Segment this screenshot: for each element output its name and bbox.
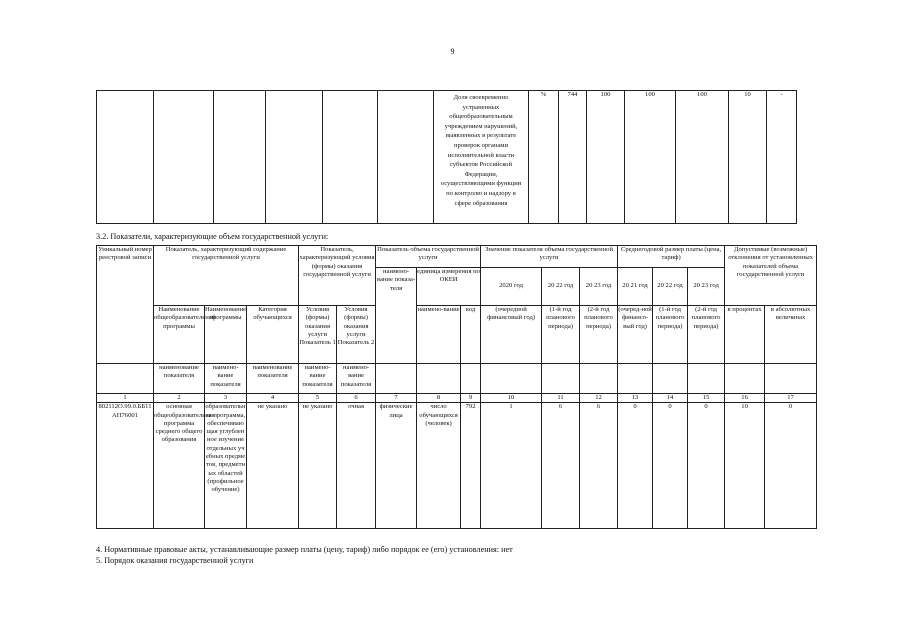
volume-table xyxy=(96,245,817,529)
header-year-2022: 20 22 год xyxy=(542,268,580,306)
row-code: 792 xyxy=(461,403,481,529)
header-program-name: Наименование общеобразовательной программы xyxy=(154,306,205,364)
sub-name-1: наименование показателя xyxy=(154,364,205,394)
header-fee-2022: 20 22 год xyxy=(653,268,688,306)
row-v13: 0 xyxy=(618,403,653,529)
col-number: 14 xyxy=(653,394,688,403)
footer-legal-acts: 4. Нормативные правовые акты, устанавливающие размер платы (цену, тариф) либо порядок ее (его) установления: нет xyxy=(96,545,513,554)
col-number: 6 xyxy=(337,394,376,403)
empty-cell xyxy=(688,364,725,394)
row-v17: 0 xyxy=(765,403,817,529)
col-number: 2 xyxy=(154,394,205,403)
row-program-name: основная общеобразовательная программа среднего общего образования xyxy=(154,403,205,529)
col-number: 15 xyxy=(688,394,725,403)
header-unit-name: наимено-вание xyxy=(417,306,461,364)
sub-name-2: наимено-вание показателя xyxy=(205,364,247,394)
row-indicator-name: физические лица xyxy=(376,403,417,529)
col-number: 3 xyxy=(205,394,247,403)
header-deviation-group: Допустимые (возможные) отклонения от установленных показателей объема государственной услуги xyxy=(725,246,817,306)
table-row xyxy=(97,403,817,529)
empty-cell xyxy=(481,364,542,394)
header-condition-1: Условия (формы) оказания услуги Показатель 1 xyxy=(299,306,337,364)
value-2022: 100 xyxy=(676,91,729,224)
header-program: Наименование программы xyxy=(205,306,247,364)
empty-cell xyxy=(97,364,154,394)
empty-cell xyxy=(154,91,214,224)
empty-cell xyxy=(461,364,481,394)
empty-cell xyxy=(542,364,580,394)
row-v10: 1 xyxy=(481,403,542,529)
header-unit-code: код xyxy=(461,306,481,364)
indicator-code: 744 xyxy=(559,91,587,224)
col-number: 12 xyxy=(580,394,618,403)
header-category: Категория обучающихся xyxy=(247,306,299,364)
row-program: образовательная программа, обеспечивающая углубленное изучение отдельных учебных предметов, предметных областей (профильное обучение) xyxy=(205,403,247,529)
header-fee-2023: 20 23 год xyxy=(688,268,725,306)
sub-name-5: наимено-вание показателя xyxy=(337,364,376,394)
sub-name-4: наимено-вание показателя xyxy=(299,364,337,394)
row-category: не указано xyxy=(247,403,299,529)
row-unit: число обучающихся (человек) xyxy=(417,403,461,529)
row-v12: 6 xyxy=(580,403,618,529)
col-number: 9 xyxy=(461,394,481,403)
header-next-fin: (очеред-ной финансо-вый год) xyxy=(618,306,653,364)
header-volume-group: Показатель объема государственной услуги xyxy=(376,246,481,268)
deviation-percent: 10 xyxy=(729,91,767,224)
empty-cell xyxy=(765,364,817,394)
empty-cell xyxy=(580,364,618,394)
row-v16: 10 xyxy=(725,403,765,529)
row-unique-number: 802112О.99.0.ББ11АП76001 xyxy=(97,403,154,529)
empty-cell xyxy=(376,364,417,394)
section-heading: 3.2. Показатели, характеризующие объем государственной услуги: xyxy=(96,232,329,241)
col-number: 13 xyxy=(618,394,653,403)
header-indicator-name: наимено-вание показа-теля xyxy=(376,268,417,364)
header-conditions-group: Показатель, характеризующий условия (формы) оказания государственной услуги xyxy=(299,246,376,306)
header-fee-2021: 20 21 год xyxy=(618,268,653,306)
empty-cell xyxy=(266,91,323,224)
header-year-2020: 2020 год xyxy=(481,268,542,306)
indicator-unit: % xyxy=(529,91,559,224)
col-number: 11 xyxy=(542,394,580,403)
empty-cell xyxy=(417,364,461,394)
col-number: 5 xyxy=(299,394,337,403)
row-condition-2: очная xyxy=(337,403,376,529)
page-number: 9 xyxy=(450,47,455,56)
col-number: 17 xyxy=(765,394,817,403)
empty-cell xyxy=(214,91,266,224)
empty-cell xyxy=(653,364,688,394)
header-volume-value-group: Значение показателя объема государственной услуги xyxy=(481,246,618,268)
row-v14: 0 xyxy=(653,403,688,529)
empty-cell xyxy=(323,91,378,224)
header-unit-okei: единица измерения по ОКЕИ xyxy=(417,268,481,306)
deviation-abs: - xyxy=(767,91,797,224)
empty-cell xyxy=(378,91,434,224)
header-avg-fee-group: Среднегодовой размер платы (цена, тариф) xyxy=(618,246,725,268)
col-number: 8 xyxy=(417,394,461,403)
header-plan-1: (1-й год планового периода) xyxy=(542,306,580,364)
column-numbers-row xyxy=(97,394,817,403)
empty-cell xyxy=(725,364,765,394)
col-number: 10 xyxy=(481,394,542,403)
header-condition-2: Условия (формы) оказания услуги Показатель 2 xyxy=(337,306,376,364)
header-in-percent: в процентах xyxy=(725,306,765,364)
col-number: 7 xyxy=(376,394,417,403)
header-year-2023: 20 23 год xyxy=(580,268,618,306)
col-number: 1 xyxy=(97,394,154,403)
row-condition-1: не указано xyxy=(299,403,337,529)
row-v15: 0 xyxy=(688,403,725,529)
footer-service-order: 5. Порядок оказания государственной услуги xyxy=(96,556,254,565)
header-plan-1b: (1-й год планового периода) xyxy=(653,306,688,364)
empty-cell xyxy=(618,364,653,394)
col-number: 16 xyxy=(725,394,765,403)
col-number: 4 xyxy=(247,394,299,403)
quality-table-continuation xyxy=(96,90,797,224)
header-in-abs: в абсолютных величинах xyxy=(765,306,817,364)
row-v11: 6 xyxy=(542,403,580,529)
header-content-group: Показатель, характеризующий содержание государственной услуги xyxy=(154,246,299,306)
value-2020: 100 xyxy=(587,91,625,224)
indicator-name: Доля своевременно устраненных общеобразовательным учреждением нарушений, выявленных в результате проверок органами исполнительной власти субъектов Российской Федерации, осуществляющими функции по контролю и надзору в сфере образования xyxy=(434,91,529,224)
value-2021: 100 xyxy=(625,91,676,224)
header-plan-2b: (2-й год планового периода) xyxy=(688,306,725,364)
header-unique-number: Уникальный номер реестровой записи xyxy=(97,246,154,364)
empty-cell xyxy=(97,91,154,224)
header-next-year: (очередной финансовый год) xyxy=(481,306,542,364)
header-plan-2: (2-й год планового периода) xyxy=(580,306,618,364)
sub-name-3: наименование показателя xyxy=(247,364,299,394)
